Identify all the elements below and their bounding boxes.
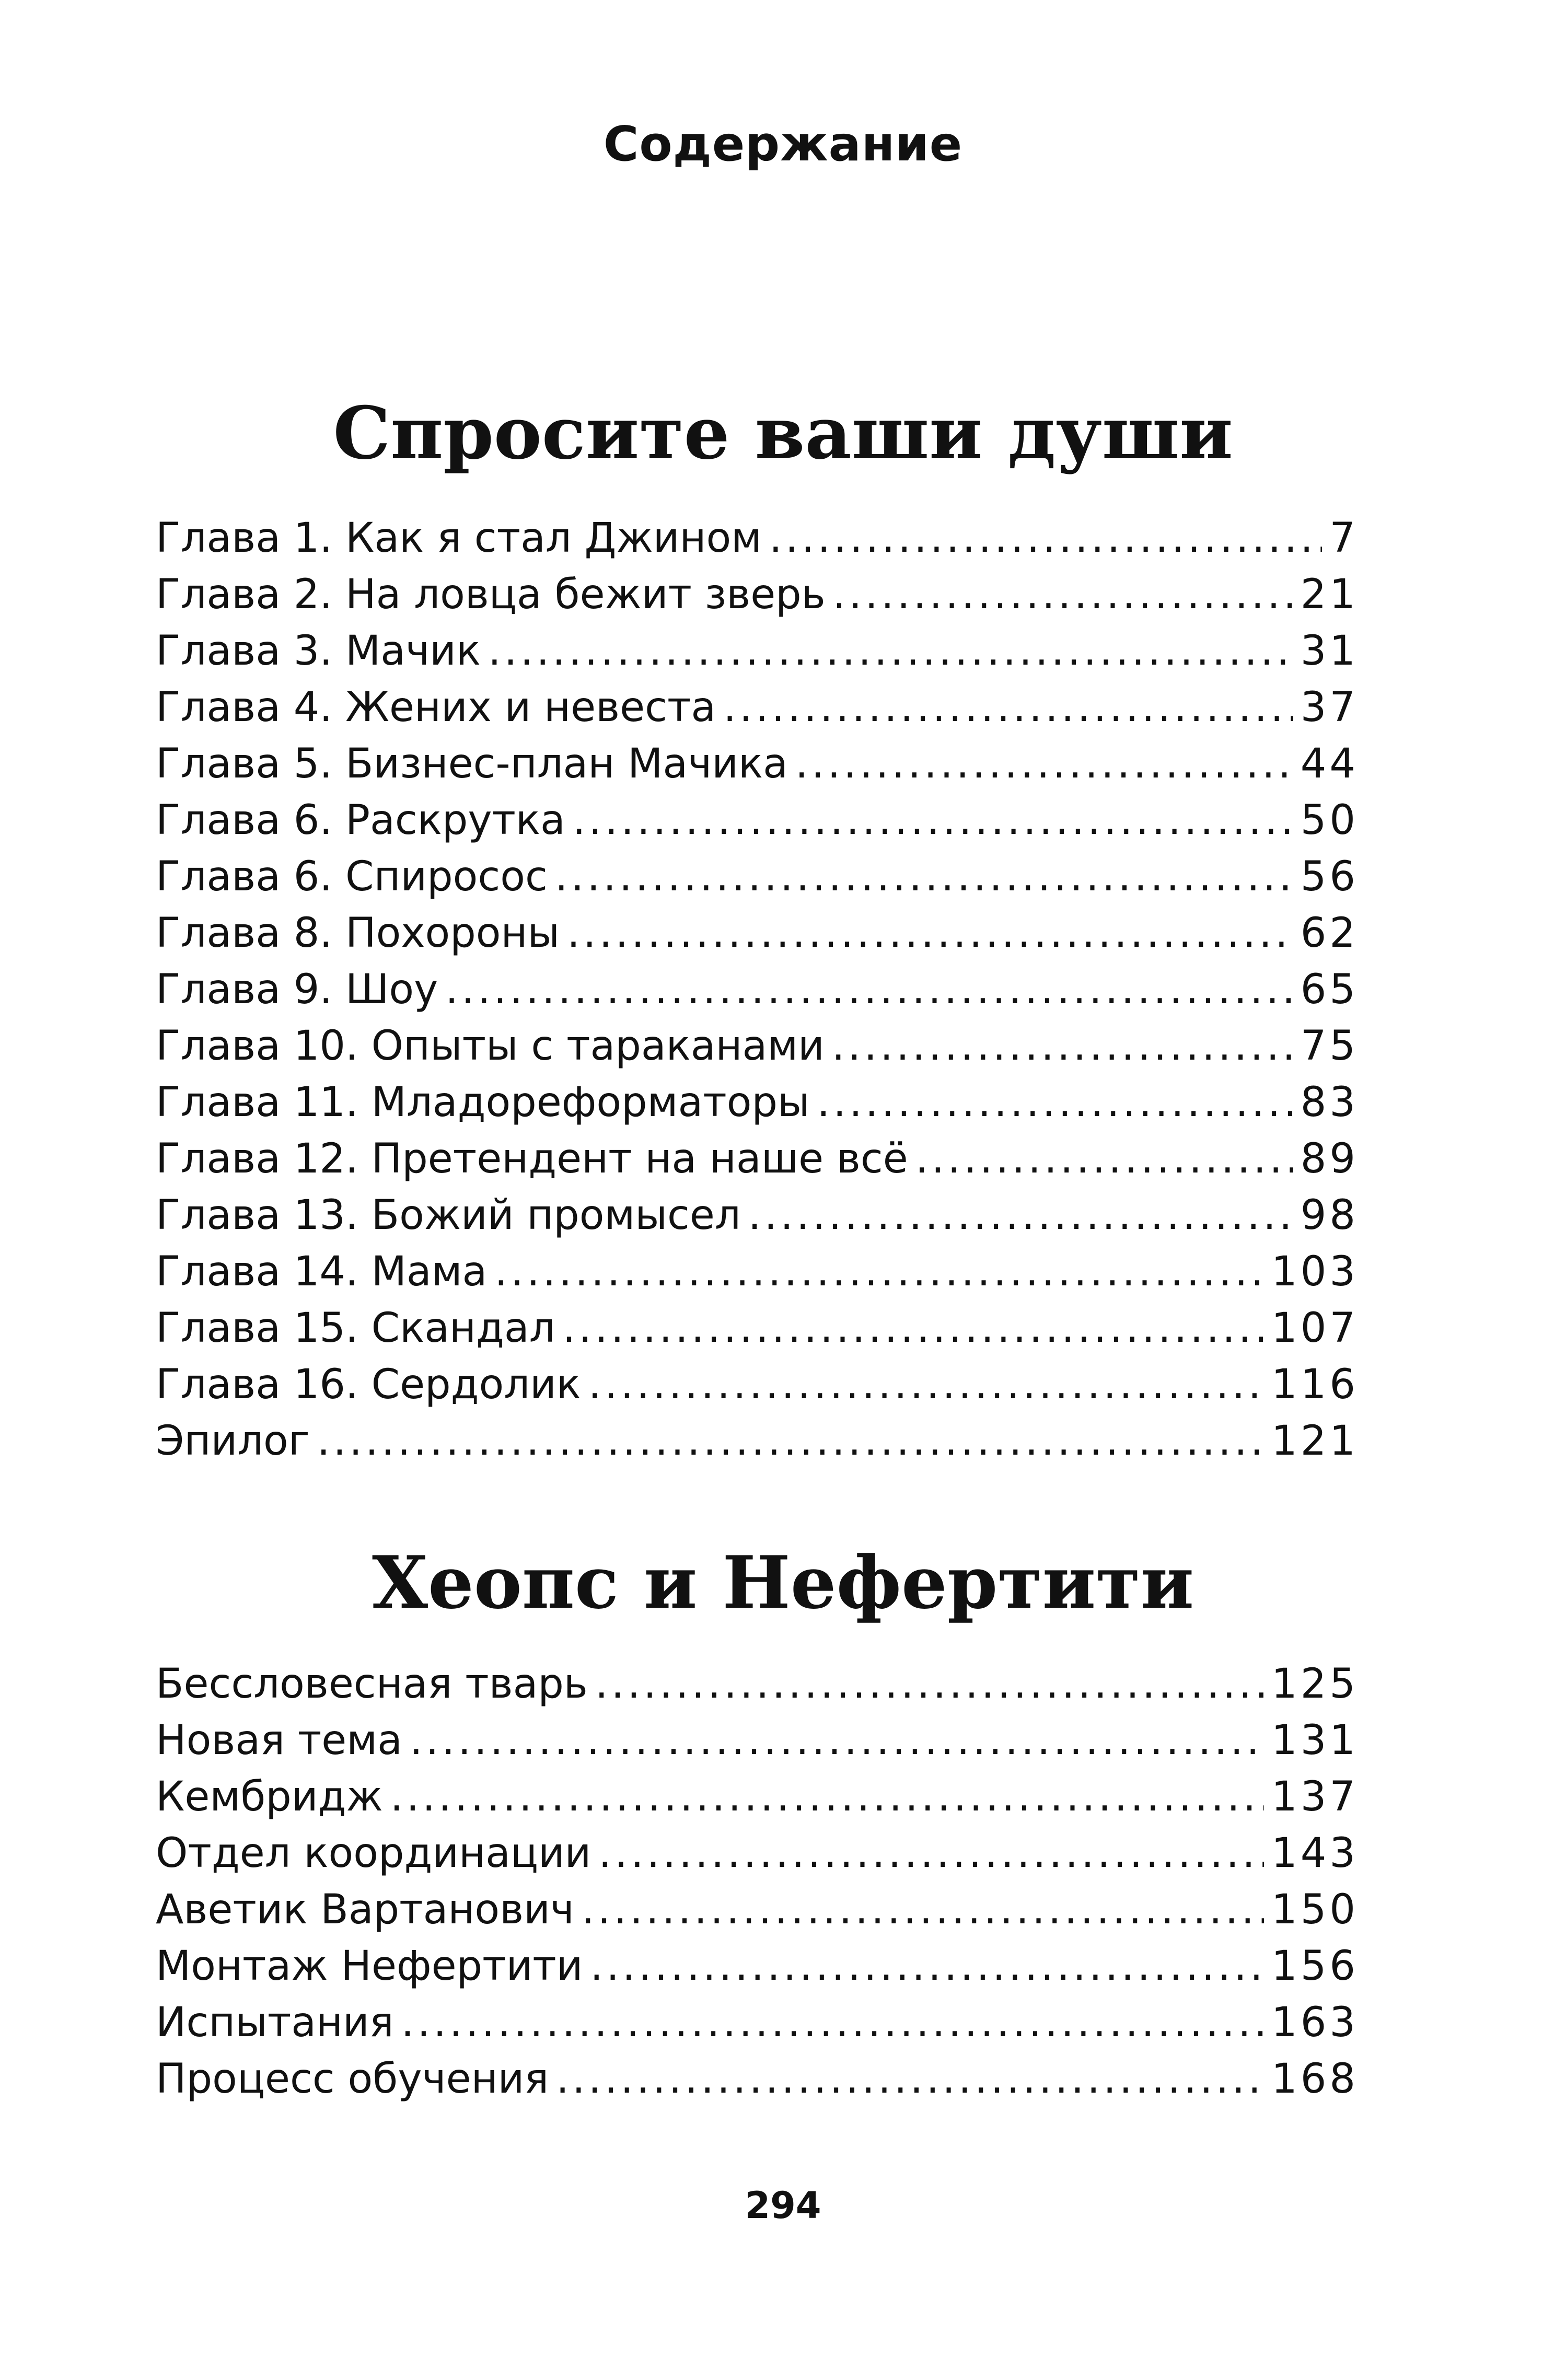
toc-entry [156,1018,1359,1074]
toc-entry [156,1413,1359,1469]
toc-dot-leader [445,961,1293,1018]
toc-entry [156,961,1359,1018]
toc-list-section-1 [156,510,1359,1469]
toc-entry [156,792,1359,849]
toc-entry-page: 137 [1271,1773,1359,1820]
toc-dot-leader [567,905,1293,961]
toc-entry [156,1244,1359,1300]
toc-entry-page: 83 [1300,1079,1359,1126]
toc-dot-leader [556,2051,1264,2107]
toc-entry-page: 37 [1300,684,1359,731]
toc-entry-page: 7 [1329,515,1359,562]
toc-dot-leader [590,1938,1264,1994]
toc-entry-title: Монтаж Нефертити [156,1943,583,1990]
toc-entry-title: Испытания [156,1999,394,2046]
toc-entry [156,849,1359,905]
toc-entry-page: 168 [1271,2056,1359,2103]
toc-entry-page: 65 [1300,966,1359,1013]
toc-entry-page: 62 [1300,910,1359,957]
toc-entry-title: Глава 3. Мачик [156,628,481,675]
toc-entry-title: Кембридж [156,1773,383,1820]
toc-entry-title: Глава 12. Претендент на наше всё [156,1135,908,1182]
toc-entry-page: 103 [1271,1248,1359,1295]
toc-entry-title: Глава 11. Младореформаторы [156,1079,810,1126]
toc-dot-leader [795,736,1293,792]
toc-entry-title: Новая тема [156,1717,402,1764]
toc-dot-leader [494,1244,1264,1300]
toc-dot-leader [915,1131,1293,1187]
toc-entry [156,1131,1359,1187]
toc-dot-leader [748,1187,1293,1244]
toc-dot-leader [588,1356,1264,1413]
toc-dot-leader [595,1656,1264,1712]
toc-entry-page: 31 [1300,628,1359,675]
toc-entry-page: 156 [1271,1943,1359,1990]
toc-entry-page: 75 [1300,1023,1359,1070]
toc-entry-page: 44 [1300,740,1359,787]
toc-dot-leader [769,510,1322,566]
section-title-2: Хеопс и Нефертити [372,1540,1194,1625]
toc-list-section-2 [156,1656,1359,2107]
toc-entry-page: 150 [1271,1886,1359,1933]
toc-entry-page: 89 [1300,1135,1359,1182]
toc-dot-leader [833,566,1293,623]
toc-dot-leader [555,849,1293,905]
toc-dot-leader [817,1074,1293,1131]
toc-entry-title: Глава 15. Скандал [156,1305,555,1352]
toc-entry-page: 50 [1300,797,1359,844]
toc-entry-title: Глава 8. Похороны [156,910,560,957]
toc-entry [156,1712,1359,1769]
toc-entry [156,623,1359,679]
toc-entry [156,2051,1359,2107]
toc-entry-title: Процесс обучения [156,2056,549,2103]
toc-entry [156,736,1359,792]
toc-entry [156,1938,1359,1994]
toc-entry [156,1300,1359,1356]
toc-entry-page: 163 [1271,1999,1359,2046]
page-heading: Содержание [603,116,963,172]
toc-entry-page: 125 [1271,1661,1359,1708]
toc-dot-leader [488,623,1293,679]
toc-dot-leader [582,1882,1264,1938]
toc-dot-leader [390,1769,1264,1825]
toc-entry [156,1074,1359,1131]
toc-dot-leader [573,792,1293,849]
toc-dot-leader [410,1712,1264,1769]
toc-entry-title: Глава 4. Жених и невеста [156,684,716,731]
toc-entry-title: Отдел координации [156,1830,591,1877]
page-number: 294 [745,2184,821,2227]
toc-entry [156,566,1359,623]
toc-entry-title: Глава 13. Божий промысел [156,1192,741,1239]
toc-entry-title: Глава 6. Спиросос [156,853,548,900]
toc-dot-leader [832,1018,1293,1074]
toc-entry-page: 131 [1271,1717,1359,1764]
toc-entry-page: 116 [1271,1361,1359,1408]
toc-entry-page: 98 [1300,1192,1359,1239]
toc-dot-leader [563,1300,1265,1356]
toc-entry-page: 121 [1271,1418,1359,1465]
toc-entry [156,1656,1359,1712]
toc-dot-leader [317,1413,1264,1469]
toc-entry-page: 56 [1300,853,1359,900]
toc-entry-title: Глава 10. Опыты с тараканами [156,1023,825,1070]
toc-entry-title: Глава 9. Шоу [156,966,438,1013]
toc-entry-title: Глава 6. Раскрутка [156,797,565,844]
toc-entry-title: Бессловесная тварь [156,1661,588,1708]
toc-entry [156,1994,1359,2051]
toc-entry-title: Глава 2. На ловца бежит зверь [156,571,826,618]
toc-entry [156,1769,1359,1825]
toc-entry-title: Глава 14. Мама [156,1248,488,1295]
toc-entry-title: Эпилог [156,1418,310,1465]
toc-entry-title: Аветик Вартанович [156,1886,574,1933]
toc-entry [156,1825,1359,1882]
toc-entry [156,905,1359,961]
toc-entry [156,1187,1359,1244]
toc-entry-title: Глава 5. Бизнес-план Мачика [156,740,788,787]
toc-entry-page: 21 [1300,571,1359,618]
toc-dot-leader [401,1994,1264,2051]
toc-dot-leader [723,679,1293,736]
toc-entry-page: 107 [1271,1305,1359,1352]
toc-entry [156,1882,1359,1938]
toc-entry-title: Глава 16. Сердолик [156,1361,581,1408]
toc-entry [156,1356,1359,1413]
toc-entry [156,679,1359,736]
toc-entry-page: 143 [1271,1830,1359,1877]
toc-entry-title: Глава 1. Как я стал Джином [156,515,762,562]
toc-entry [156,510,1359,566]
toc-dot-leader [598,1825,1264,1882]
section-title-1: Спросите ваши души [333,390,1233,475]
